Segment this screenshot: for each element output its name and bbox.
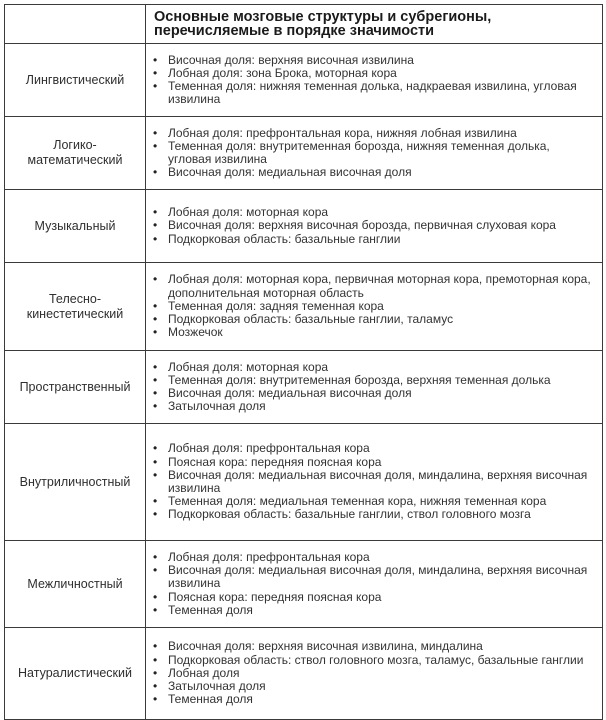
intelligence-type-cell — [5, 263, 146, 351]
brain-structures-list — [152, 551, 596, 617]
brain-structures-list — [152, 54, 596, 107]
list-item: • Височная доля: верхняя височная извилина, миндалина — [152, 640, 596, 653]
list-item: • Лобная доля: зона Брока, моторная кора — [152, 67, 596, 80]
list-item: • Височная доля: верхняя височная борозда, первичная слуховая кора — [152, 219, 596, 232]
intelligence-type-label: кинестетический — [26, 306, 124, 321]
list-item: • Теменная доля: медиальная теменная кора, нижняя теменная кора — [152, 495, 596, 508]
brain-structures-cell — [146, 263, 603, 351]
list-item: • Поясная кора: передняя поясная кора — [152, 591, 596, 604]
list-item: • Затылочная доля — [152, 680, 596, 693]
list-item: • Височная доля: медиальная височная доля, миндалина, верхняя височная извилина — [152, 469, 596, 495]
intelligence-type-cell — [5, 424, 146, 541]
table-row — [5, 117, 603, 190]
list-item: • Лобная доля: моторная кора, первичная моторная кора, премоторная кора, дополнительная моторная область — [152, 273, 596, 299]
table-body — [5, 44, 603, 720]
brain-structures-list — [152, 127, 596, 180]
brain-structures-cell — [146, 117, 603, 190]
brain-structures-cell — [146, 628, 603, 720]
list-item: • Затылочная доля — [152, 400, 596, 413]
list-item: • Теменная доля: нижняя теменная долька, надкраевая извилина, угловая извилина — [152, 80, 596, 106]
list-item: • Подкорковая область: ствол головного мозга, таламус, базальные ганглии — [152, 654, 596, 667]
list-item: • Лобная доля: префронтальная кора, нижняя лобная извилина — [152, 127, 596, 140]
intelligence-type-cell — [5, 44, 146, 117]
intelligence-type-label: Телесно- — [49, 291, 101, 306]
intelligence-type-label: Лингвистический — [25, 72, 125, 87]
column-header — [146, 5, 603, 44]
column-header-line-1: Основные мозговые структуры и субрегионы, — [154, 9, 492, 25]
list-item: • Лобная доля — [152, 667, 596, 680]
intelligence-type-label: Межличностный — [27, 576, 123, 591]
brain-structures-cell — [146, 190, 603, 263]
intelligence-type-cell — [5, 351, 146, 424]
intelligence-brain-table — [4, 4, 603, 720]
list-item: • Височная доля: медиальная височная доля — [152, 387, 596, 400]
brain-structures-list — [152, 273, 596, 339]
brain-structures-list — [152, 361, 596, 414]
table-row — [5, 541, 603, 628]
intelligence-type-cell — [5, 541, 146, 628]
intelligence-type-cell — [5, 628, 146, 720]
table-row — [5, 351, 603, 424]
intelligence-type-label: Музыкальный — [34, 218, 116, 233]
brain-structures-list — [152, 640, 596, 706]
intelligence-type-label: математический — [27, 153, 123, 167]
list-item: • Височная доля: медиальная височная доля — [152, 166, 596, 179]
brain-structures-cell — [146, 424, 603, 541]
table-row — [5, 424, 603, 541]
table-row — [5, 190, 603, 263]
header-corner-cell — [5, 5, 146, 44]
table-row — [5, 44, 603, 117]
list-item: • Лобная доля: моторная кора — [152, 206, 596, 219]
list-item: • Поясная кора: передняя поясная кора — [152, 456, 596, 469]
list-item: • Лобная доля: префронтальная кора — [152, 551, 596, 564]
list-item: • Лобная доля: моторная кора — [152, 361, 596, 374]
list-item: • Височная доля: верхняя височная извилина — [152, 54, 596, 67]
brain-structures-list — [152, 442, 596, 521]
brain-structures-cell — [146, 351, 603, 424]
column-header-line-2: перечисляемые в порядке значимости — [154, 23, 435, 39]
table-row — [5, 628, 603, 720]
brain-structures-list — [152, 206, 596, 246]
intelligence-type-label: Внутриличностный — [19, 474, 131, 489]
list-item: • Мозжечок — [152, 326, 596, 339]
list-item: • Подкорковая область: базальные ганглии, таламус — [152, 313, 596, 326]
brain-structures-cell — [146, 44, 603, 117]
intelligence-type-label: Натуралистический — [18, 666, 132, 680]
list-item: • Подкорковая область: базальные ганглии — [152, 233, 596, 246]
intelligence-type-label: Логико- — [53, 138, 97, 152]
list-item: • Теменная доля: внутритеменная борозда, нижняя теменная долька, угловая извилина — [152, 140, 596, 166]
list-item: • Височная доля: медиальная височная доля, миндалина, верхняя височная извилина — [152, 564, 596, 590]
table-row — [5, 263, 603, 351]
list-item: • Теменная доля — [152, 693, 596, 706]
intelligence-type-label: Пространственный — [19, 379, 131, 394]
intelligence-type-cell — [5, 117, 146, 190]
intelligence-type-cell — [5, 190, 146, 263]
list-item: • Теменная доля — [152, 604, 596, 617]
header-row — [5, 5, 603, 44]
list-item: • Теменная доля: задняя теменная кора — [152, 300, 596, 313]
list-item: • Теменная доля: внутритеменная борозда, верхняя теменная долька — [152, 374, 596, 387]
list-item: • Лобная доля: префронтальная кора — [152, 442, 596, 455]
list-item: • Подкорковая область: базальные ганглии, ствол головного мозга — [152, 508, 596, 521]
brain-structures-cell — [146, 541, 603, 628]
